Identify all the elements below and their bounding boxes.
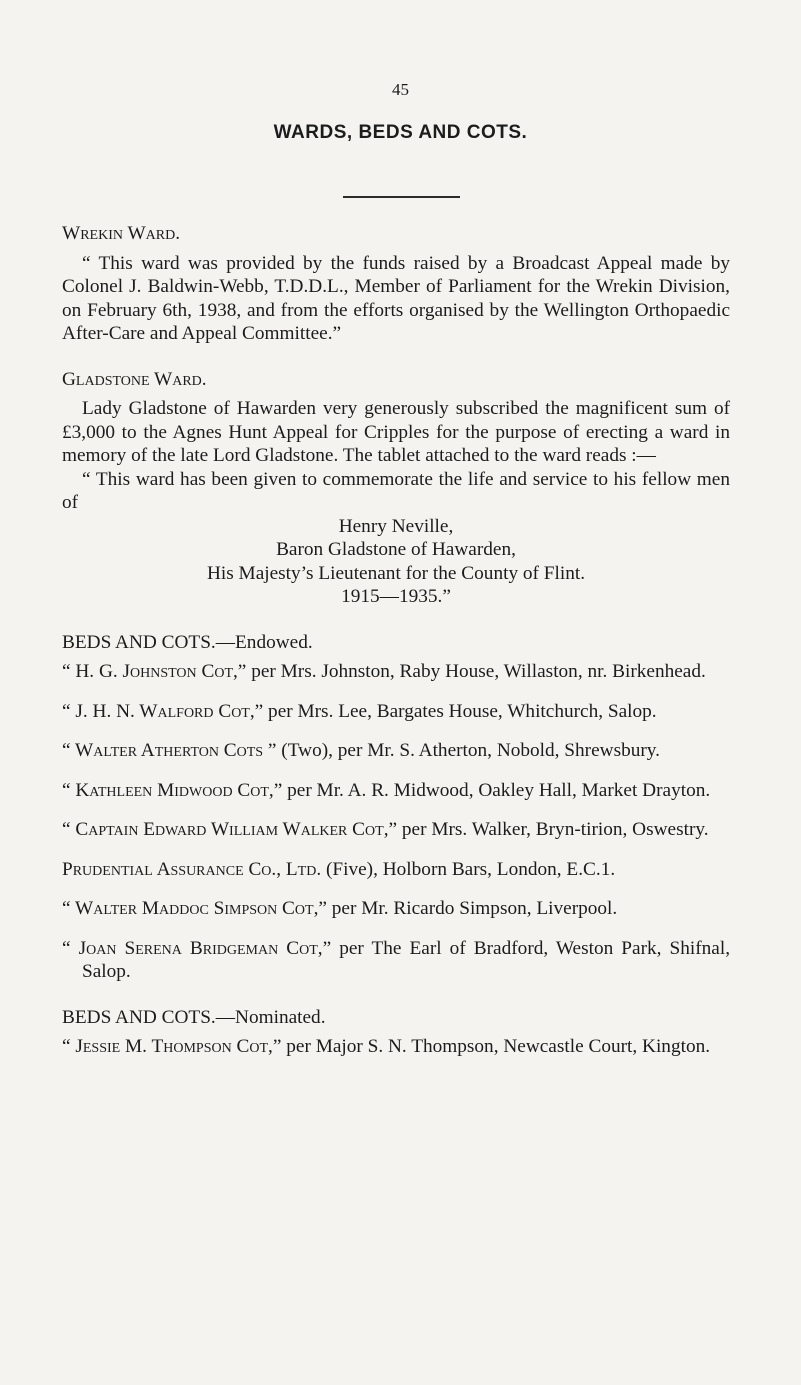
section-title-gladstone: Gladstone Ward. (62, 368, 207, 390)
page-heading: WARDS, BEDS AND COTS. (273, 122, 528, 143)
section-nominated (62, 1006, 730, 1059)
gladstone-paragraph: Lady Gladstone of Hawarden very generously subscribed the magnificent sum of £3,000 to the Agnes Hunt Appeal for Cripples for the purpose of erecting a ward in memory of the late Lord Gladstone. The tablet attached to the ward reads :— (62, 398, 730, 466)
tablet-line-name: Henry Neville, (338, 515, 454, 537)
tablet-line-office: His Majesty’s Lieutenant for the County of Flint. (206, 562, 586, 584)
list-item: “ Walter Maddoc Simpson Cot,” per Mr. Ricardo Simpson, Liverpool. (62, 898, 618, 919)
tablet-line-title: Baron Gladstone of Hawarden, (276, 539, 516, 560)
divider-rule (343, 196, 460, 198)
list-item: “ H. G. Johnston Cot,” per Mrs. Johnston, Raby House, Willaston, nr. Birkenhead. (62, 661, 706, 682)
list-item: “ Walter Atherton Cots ” (Two), per Mr. S. Atherton, Nobold, Shrewsbury. (62, 740, 660, 761)
document-body (62, 222, 730, 1059)
list-item: “ Kathleen Midwood Cot,” per Mr. A. R. Midwood, Oakley Hall, Market Drayton. (62, 779, 711, 801)
list-item: “ Jessie M. Thompson Cot,” per Major S. N. Thompson, Newcastle Court, Kington. (62, 1036, 711, 1057)
section-title-endowed: BEDS AND COTS.—Endowed. (62, 631, 313, 653)
section-gladstone-ward (62, 368, 730, 609)
section-title-nominated: BEDS AND COTS.—Nominated. (62, 1006, 326, 1028)
list-item: Prudential Assurance Co., Ltd. (Five), Holborn Bars, London, E.C.1. (62, 858, 616, 880)
tablet-line-years: 1915—1935.” (341, 586, 451, 607)
list-item: “ Joan Serena Bridgeman Cot,” per The Earl of Bradford, Weston Park, Shifnal, Salop. (62, 937, 731, 982)
list-item: “ J. H. N. Walford Cot,” per Mrs. Lee, Bargates House, Whitchurch, Salop. (62, 700, 657, 722)
wrekin-paragraph: “ This ward was provided by the funds raised by a Broadcast Appeal made by Colonel J. Baldwin-Webb, T.D.D.L., Member of Parliament for the Wrekin Division, on February 6th, 1938, and from the efforts organised by the Wellington Orthopaedic After-Care and Appeal Committee.” (62, 252, 730, 344)
page-number: 45 (392, 80, 409, 99)
gladstone-tablet-quote: “ This ward has been given to commemorate the life and service to his fellow men of (62, 468, 730, 513)
list-item: “ Captain Edward William Walker Cot,” per Mrs. Walker, Bryn-tirion, Oswestry. (62, 819, 709, 840)
section-endowed (62, 631, 730, 984)
section-title-wrekin: Wrekin Ward. (62, 223, 181, 244)
section-wrekin-ward (62, 222, 730, 346)
